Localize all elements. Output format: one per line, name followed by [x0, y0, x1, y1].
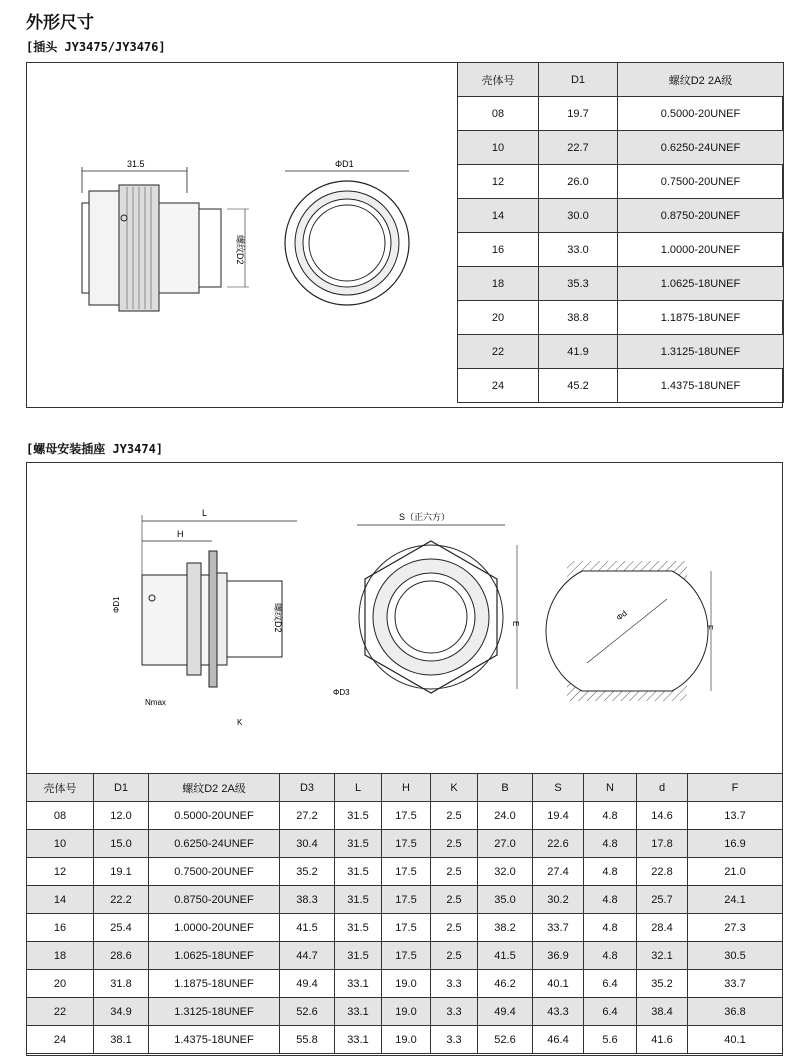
dim-Nmax: Nmax [145, 698, 166, 707]
table-cell: 33.1 [335, 1026, 382, 1054]
table-cell: 32.1 [637, 942, 688, 970]
table-row [458, 165, 784, 199]
table-row [458, 369, 784, 403]
table-cell: 12 [27, 858, 94, 886]
table-cell: 24.1 [688, 886, 783, 914]
table-cell: 17.5 [382, 942, 431, 970]
table-cell: 1.0000-20UNEF [149, 914, 280, 942]
table-cell: 24 [27, 1026, 94, 1054]
socket-panel [26, 462, 783, 1056]
table-row [27, 858, 783, 886]
table-cell: 5.6 [584, 1026, 637, 1054]
table-row [458, 199, 784, 233]
table-cell: 27.4 [533, 858, 584, 886]
table-cell: 17.5 [382, 858, 431, 886]
table-cell: 1.3125-18UNEF [618, 335, 784, 369]
table-cell: 25.7 [637, 886, 688, 914]
table-cell: 16.9 [688, 830, 783, 858]
dim-E: E [511, 621, 520, 627]
table-cell: 1.1875-18UNEF [618, 301, 784, 335]
table-cell: 49.4 [478, 998, 533, 1026]
table-cell: 21.0 [688, 858, 783, 886]
col-header: 螺纹D2 2A级 [149, 774, 280, 802]
plug-table [457, 62, 784, 403]
dim-D3: ΦD3 [333, 688, 350, 697]
table-cell: 4.8 [584, 942, 637, 970]
table-row [27, 998, 783, 1026]
table-cell: 19.7 [539, 97, 618, 131]
table-cell: 1.4375-18UNEF [618, 369, 784, 403]
table-cell: 35.3 [539, 267, 618, 301]
table-cell: 16 [458, 233, 539, 267]
col-header: D1 [94, 774, 149, 802]
table-cell: 14.6 [637, 802, 688, 830]
table-row [27, 886, 783, 914]
table-cell: 1.1875-18UNEF [149, 970, 280, 998]
dim-F: F [705, 625, 714, 630]
table-cell: 6.4 [584, 970, 637, 998]
table-cell: 17.8 [637, 830, 688, 858]
table-cell: 33.7 [688, 970, 783, 998]
table-cell: 49.4 [280, 970, 335, 998]
table-row [458, 335, 784, 369]
table-cell: 30.5 [688, 942, 783, 970]
table-cell: 27.3 [688, 914, 783, 942]
table-cell: 38.4 [637, 998, 688, 1026]
col-header: K [431, 774, 478, 802]
table-cell: 3.3 [431, 970, 478, 998]
table-row [27, 802, 783, 830]
table-cell: 28.6 [94, 942, 149, 970]
dim-d: Φd [614, 608, 629, 623]
table-cell: 38.2 [478, 914, 533, 942]
table-cell: 19.4 [533, 802, 584, 830]
table-cell: 4.8 [584, 886, 637, 914]
table-cell: 2.5 [431, 858, 478, 886]
col-header: D3 [280, 774, 335, 802]
table-cell: 44.7 [280, 942, 335, 970]
table-cell: 38.8 [539, 301, 618, 335]
table-cell: 35.2 [637, 970, 688, 998]
table-cell: 41.5 [280, 914, 335, 942]
table-row [27, 970, 783, 998]
table-row [458, 97, 784, 131]
table-cell: 0.5000-20UNEF [618, 97, 784, 131]
table-cell: 35.2 [280, 858, 335, 886]
dim-D1: ΦD1 [112, 596, 121, 613]
table-cell: 2.5 [431, 886, 478, 914]
section1-heading: [插头 JY3475/JY3476] [26, 40, 166, 54]
table-cell: 4.8 [584, 914, 637, 942]
table-cell: 19.0 [382, 970, 431, 998]
table-cell: 6.4 [584, 998, 637, 1026]
table-cell: 20 [27, 970, 94, 998]
table-cell: 0.5000-20UNEF [149, 802, 280, 830]
table-cell: 2.5 [431, 802, 478, 830]
table-cell: 31.5 [335, 886, 382, 914]
table-cell: 22.8 [637, 858, 688, 886]
table-cell: 31.5 [335, 830, 382, 858]
table-cell: 40.1 [533, 970, 584, 998]
table-cell: 2.5 [431, 942, 478, 970]
dim-K: K [237, 718, 243, 727]
page-title: 外形尺寸 [26, 13, 94, 33]
table-cell: 2.5 [431, 914, 478, 942]
table-cell: 52.6 [280, 998, 335, 1026]
plug-drawing [27, 63, 457, 407]
table-cell: 14 [458, 199, 539, 233]
dim-length: 31.5 [127, 159, 145, 169]
table-cell: 31.5 [335, 942, 382, 970]
table-cell: 22.2 [94, 886, 149, 914]
col-header: 壳体号 [27, 774, 94, 802]
table-cell: 08 [458, 97, 539, 131]
table-cell: 18 [27, 942, 94, 970]
table-cell: 24 [458, 369, 539, 403]
table-cell: 33.1 [335, 970, 382, 998]
table-cell: 22.7 [539, 131, 618, 165]
col-header: S [533, 774, 584, 802]
dim-S: S（正六方） [399, 512, 451, 522]
table-cell: 46.4 [533, 1026, 584, 1054]
table-cell: 10 [27, 830, 94, 858]
table-cell: 14 [27, 886, 94, 914]
table-cell: 2.5 [431, 830, 478, 858]
table-row [458, 267, 784, 301]
table-cell: 36.8 [688, 998, 783, 1026]
table-cell: 30.4 [280, 830, 335, 858]
table-cell: 22 [458, 335, 539, 369]
table-cell: 27.2 [280, 802, 335, 830]
table-cell: 55.8 [280, 1026, 335, 1054]
table-cell: 19.0 [382, 1026, 431, 1054]
table-cell: 17.5 [382, 802, 431, 830]
table-cell: 17.5 [382, 914, 431, 942]
table-cell: 36.9 [533, 942, 584, 970]
table-cell: 43.3 [533, 998, 584, 1026]
table-cell: 4.8 [584, 830, 637, 858]
table-cell: 19.0 [382, 998, 431, 1026]
table-cell: 33.1 [335, 998, 382, 1026]
table-row [27, 1026, 783, 1054]
table-cell: 38.1 [94, 1026, 149, 1054]
table-cell: 0.7500-20UNEF [618, 165, 784, 199]
col-header: F [688, 774, 783, 802]
table-cell: 31.5 [335, 802, 382, 830]
table-cell: 35.0 [478, 886, 533, 914]
table-row [27, 914, 783, 942]
table-cell: 1.3125-18UNEF [149, 998, 280, 1026]
table-cell: 0.8750-20UNEF [149, 886, 280, 914]
table-cell: 3.3 [431, 998, 478, 1026]
table-cell: 16 [27, 914, 94, 942]
col-header: D1 [539, 63, 618, 97]
table-cell: 4.8 [584, 858, 637, 886]
table-cell: 30.2 [533, 886, 584, 914]
table-cell: 0.6250-24UNEF [149, 830, 280, 858]
table-cell: 52.6 [478, 1026, 533, 1054]
table-cell: 31.5 [335, 858, 382, 886]
table-cell: 0.8750-20UNEF [618, 199, 784, 233]
table-row [458, 301, 784, 335]
table-cell: 20 [458, 301, 539, 335]
table-cell: 18 [458, 267, 539, 301]
col-header: N [584, 774, 637, 802]
table-cell: 0.7500-20UNEF [149, 858, 280, 886]
table-cell: 45.2 [539, 369, 618, 403]
table-cell: 28.4 [637, 914, 688, 942]
col-header: d [637, 774, 688, 802]
col-header: B [478, 774, 533, 802]
dim-thread: 螺纹D2 [235, 235, 245, 265]
table-cell: 26.0 [539, 165, 618, 199]
table-cell: 25.4 [94, 914, 149, 942]
socket-table [26, 773, 783, 1054]
table-cell: 41.9 [539, 335, 618, 369]
table-cell: 1.0625-18UNEF [618, 267, 784, 301]
table-cell: 30.0 [539, 199, 618, 233]
table-cell: 27.0 [478, 830, 533, 858]
dim-diameter: ΦD1 [335, 159, 354, 169]
table-cell: 17.5 [382, 886, 431, 914]
table-cell: 31.5 [335, 914, 382, 942]
table-row [458, 233, 784, 267]
table-cell: 1.0000-20UNEF [618, 233, 784, 267]
table-cell: 40.1 [688, 1026, 783, 1054]
table-cell: 24.0 [478, 802, 533, 830]
table-cell: 46.2 [478, 970, 533, 998]
table-cell: 41.6 [637, 1026, 688, 1054]
table-cell: 08 [27, 802, 94, 830]
table-row [27, 942, 783, 970]
table-cell: 22.6 [533, 830, 584, 858]
table-cell: 13.7 [688, 802, 783, 830]
table-cell: 33.7 [533, 914, 584, 942]
dim-thread2: 螺纹D2 [273, 603, 283, 633]
col-header: 壳体号 [458, 63, 539, 97]
table-cell: 33.0 [539, 233, 618, 267]
table-row [458, 131, 784, 165]
table-cell: 41.5 [478, 942, 533, 970]
table-cell: 38.3 [280, 886, 335, 914]
table-cell: 12.0 [94, 802, 149, 830]
col-header: 螺纹D2 2A级 [618, 63, 784, 97]
table-cell: 3.3 [431, 1026, 478, 1054]
table-cell: 1.0625-18UNEF [149, 942, 280, 970]
table-cell: 15.0 [94, 830, 149, 858]
socket-drawing [27, 463, 782, 773]
plug-drawing-panel [26, 62, 783, 408]
table-cell: 4.8 [584, 802, 637, 830]
table-cell: 19.1 [94, 858, 149, 886]
table-cell: 17.5 [382, 830, 431, 858]
col-header: H [382, 774, 431, 802]
dim-H: H [177, 529, 184, 539]
table-cell: 31.8 [94, 970, 149, 998]
table-cell: 12 [458, 165, 539, 199]
table-cell: 32.0 [478, 858, 533, 886]
dim-L: L [202, 508, 208, 518]
table-row [27, 830, 783, 858]
section2-heading: [螺母安装插座 JY3474] [26, 442, 164, 456]
col-header: L [335, 774, 382, 802]
table-cell: 0.6250-24UNEF [618, 131, 784, 165]
table-cell: 10 [458, 131, 539, 165]
table-cell: 34.9 [94, 998, 149, 1026]
table-cell: 22 [27, 998, 94, 1026]
table-cell: 1.4375-18UNEF [149, 1026, 280, 1054]
